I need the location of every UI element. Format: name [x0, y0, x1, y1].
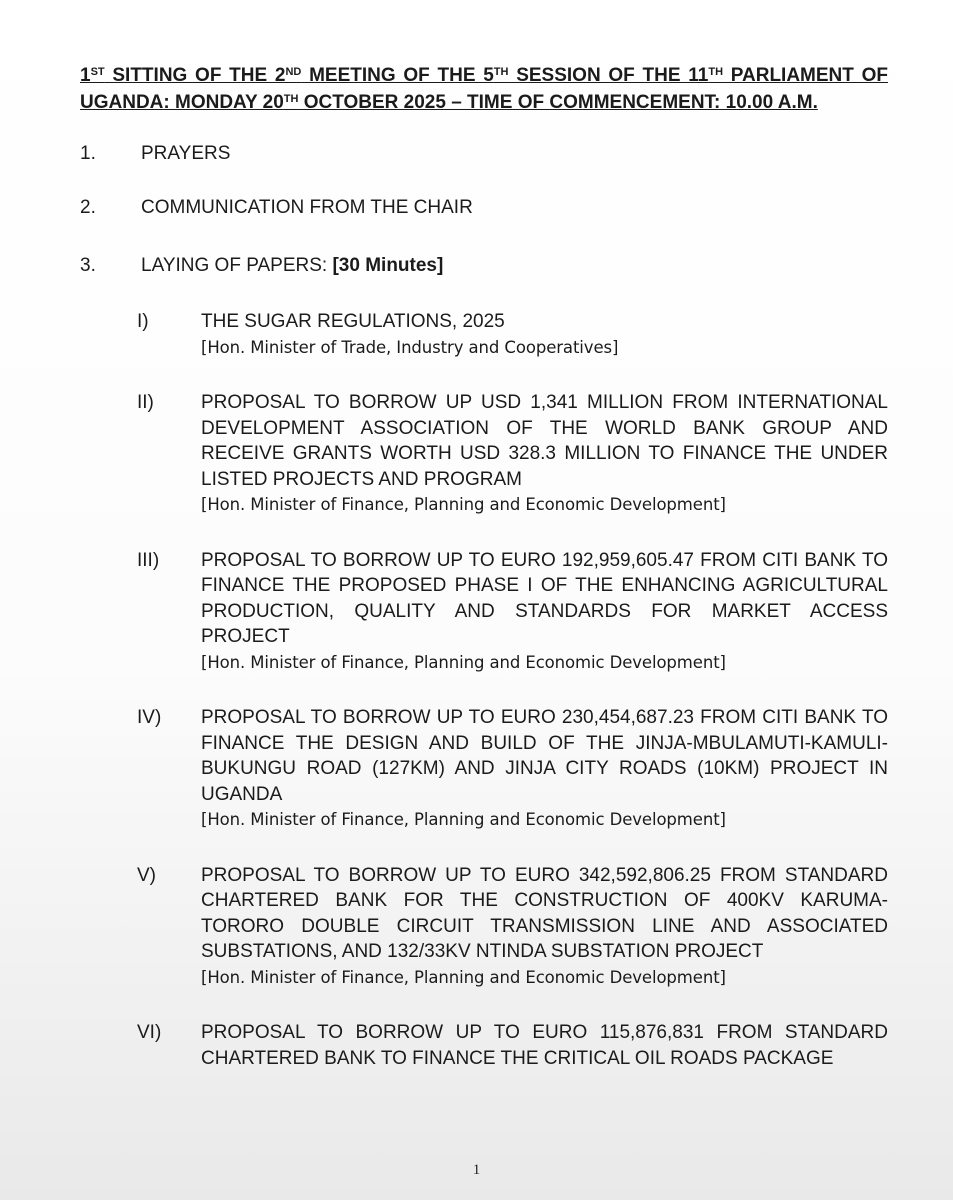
order-paper-page: [80, 62, 888, 1071]
paper-item: [80, 863, 888, 991]
agenda-item-number: 1.: [80, 143, 96, 164]
heading-text: 1: [80, 65, 91, 86]
paper-numeral: V): [137, 864, 156, 886]
paper-sponsor: [Hon. Minister of Trade, Industry and Cooperatives]: [201, 337, 619, 357]
agenda-item-number: 3.: [80, 255, 96, 276]
heading-text: SESSION OF THE 11: [508, 65, 709, 86]
paper-title: PROPOSAL TO BORROW UP TO EURO 192,959,605.47 FROM CITI BANK TO FINANCE THE PROPOSED PHASE I OF THE ENHANCING AGRICULTURAL PRODUCTION, QUALITY AND STANDARDS FOR MARKET ACCESS PROJECT: [201, 549, 888, 647]
agenda-item-label: [141, 252, 888, 279]
paper-numeral: VI): [137, 1022, 162, 1043]
paper-numeral: I): [137, 311, 149, 332]
paper-title: PROPOSAL TO BORROW UP TO EURO 230,454,687.23 FROM CITI BANK TO FINANCE THE DESIGN AND BUILD OF THE JINJA-MBULAMUTI-KAMULI-BUKUNGU ROAD (127KM) AND JINJA CITY ROADS (10KM) PROJECT IN UGANDA: [201, 707, 888, 805]
agenda-item-laying-of-papers: [80, 252, 888, 279]
paper-numeral: IV): [137, 707, 162, 728]
paper-sponsor: [Hon. Minister of Finance, Planning and Economic Development]: [201, 652, 726, 672]
agenda-item-prayers: [80, 140, 888, 167]
heading-text: PARLIAMENT OF UGANDA: MONDAY 20: [80, 65, 889, 113]
ordinal-suffix: ST: [90, 66, 105, 78]
heading-text: MEETING OF THE 5: [301, 65, 494, 86]
agenda-item-communication: [80, 194, 888, 221]
paper-item: [80, 705, 888, 833]
agenda-item-duration: [30 Minutes]: [332, 255, 444, 276]
paper-title: PROPOSAL TO BORROW UP USD 1,341 MILLION FROM INTERNATIONAL DEVELOPMENT ASSOCIATION OF THE WORLD BANK GROUP AND RECEIVE GRANTS WORTH USD 328.3 MILLION TO FINANCE THE UNDER LISTED PROJECTS AND PROGRAM: [201, 392, 888, 490]
paper-sponsor: [Hon. Minister of Finance, Planning and Economic Development]: [201, 810, 726, 829]
heading-text: SITTING OF THE 2: [104, 65, 286, 86]
agenda-item-label-text: LAYING OF PAPERS:: [141, 255, 333, 276]
paper-title: THE SUGAR REGULATIONS, 2025: [201, 311, 505, 332]
paper-numeral: III): [137, 549, 160, 571]
paper-item: [80, 390, 888, 518]
paper-title: PROPOSAL TO BORROW UP TO EURO 115,876,831 FROM STANDARD CHARTERED BANK TO FINANCE THE CRITICAL OIL ROADS PACKAGE: [201, 1022, 888, 1069]
agenda-item-label: PRAYERS: [141, 143, 231, 164]
heading-text: OCTOBER 2025 – TIME OF COMMENCEMENT: 10.00 A.M.: [298, 92, 818, 113]
paper-item: [80, 548, 888, 676]
ordinal-suffix: TH: [493, 66, 509, 78]
ordinal-suffix: TH: [708, 66, 724, 78]
ordinal-suffix: TH: [283, 93, 299, 105]
ordinal-suffix: ND: [285, 66, 302, 78]
paper-title: PROPOSAL TO BORROW UP TO EURO 342,592,806.25 FROM STANDARD CHARTERED BANK FOR THE CONSTRUCTION OF 400KV KARUMA-TORORO DOUBLE CIRCUIT TRANSMISSION LINE AND ASSOCIATED SUBSTATIONS, AND 132/33KV NTINDA SUBSTATION PROJECT: [201, 864, 888, 962]
paper-sponsor: [Hon. Minister of Finance, Planning and Economic Development]: [201, 967, 726, 987]
paper-numeral: II): [137, 392, 154, 413]
agenda-item-number: 2.: [80, 197, 96, 218]
page-number: 1: [472, 1162, 481, 1178]
agenda-item-label: COMMUNICATION FROM THE CHAIR: [141, 197, 473, 218]
paper-item: [80, 309, 888, 360]
paper-sponsor: [Hon. Minister of Finance, Planning and Economic Development]: [201, 495, 726, 514]
paper-item: [80, 1020, 888, 1071]
sitting-heading: [80, 62, 888, 116]
